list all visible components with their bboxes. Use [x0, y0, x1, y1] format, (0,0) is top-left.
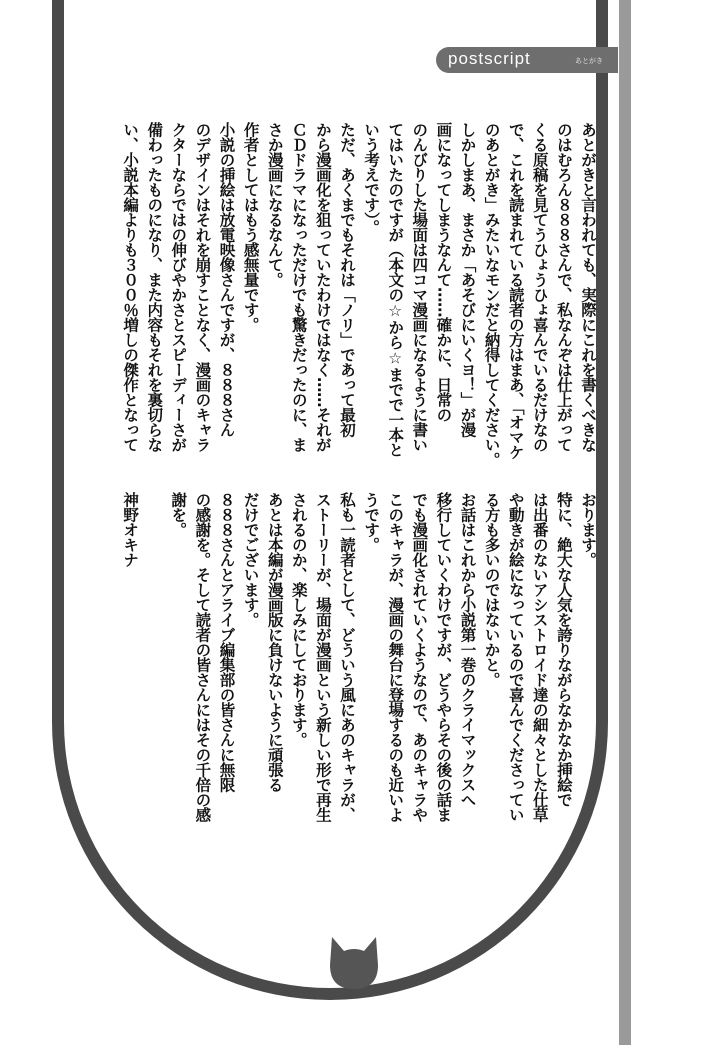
text-column: くる原稿を見てうひょうひょ喜んでいるだけなの: [530, 122, 549, 452]
text-column: ストーリーが、場面が漫画という新しい形で再生: [313, 492, 332, 822]
text-column: のあとがき」みたいなモンだと納得してください。: [482, 122, 501, 467]
text-column: い、小説本編よりも３００％増しの傑作となって: [121, 122, 140, 452]
text-column: されるのか、楽しみにしております。: [289, 492, 308, 747]
text-column: 特に、絶大な人気を誇りながらなかなか挿絵で: [554, 492, 573, 807]
text-column: のはむろん８８８さんで、私なんぞは仕上がって: [554, 122, 573, 452]
text-column: のんびりした場面は四コマ漫画になるように書い: [410, 122, 429, 452]
text-column: でも漫画化されていくようなので、あのキャラや: [410, 492, 429, 822]
text-column: 小説の挿絵は放電映像さんですが、８８８さん: [217, 122, 236, 437]
text-column: てはいたのですが（本文の☆から☆までで一本と: [386, 122, 405, 457]
text-column: あとがきと言われても、実際にこれを書くべきな: [579, 122, 597, 452]
text-column: お話はこれから小説第一巻のクライマックスへ: [458, 492, 477, 807]
text-column: から漫画化を狙っていたわけではなく……それが: [313, 122, 332, 452]
text-column: ８８８さんとアライブ編集部の皆さんに無限: [217, 492, 236, 792]
right-edge-bar: [619, 0, 631, 1045]
text-column: のデザインはそれを崩すことなく、漫画のキャラ: [193, 122, 212, 452]
text-column: 画になってしまうなんて……確かに、日常の: [434, 122, 453, 422]
text-column: る方も多いのではないかと。: [482, 492, 501, 687]
text-column: 移行していくわけですが、どうやらその後の話ま: [434, 492, 453, 822]
text-column: さか漫画になるなんて。: [265, 122, 284, 287]
text-column: 私も一読者として、どういう風にあのキャラが、: [338, 492, 356, 822]
text-column: うです。: [362, 492, 381, 552]
text-column: ＣＤドラマになっただけでも驚きだったのに、ま: [289, 122, 308, 452]
header-subtitle: あとがき: [575, 58, 603, 65]
text-column: ただ、あくまでもそれは「ノリ」であって最初: [338, 122, 356, 437]
text-column: で、これを読まれている読者の方はまあ、「オマケ: [506, 122, 525, 460]
text-column: 謝を。: [169, 492, 188, 537]
text-column: 備わったものになり、また内容もそれを裏切らな: [145, 122, 164, 452]
cat-head-icon: [326, 935, 382, 991]
text-column: の感謝を。そして読者の皆さんにはその千倍の感: [193, 492, 212, 822]
text-column: は出番のないアシストロイド達の細々とした仕草: [530, 492, 549, 822]
text-column: 作者としてはもう感無量です。: [241, 122, 260, 332]
text-column: あとは本編が漫画版に負けないように頑張る: [265, 492, 284, 792]
header-title: postscript: [448, 49, 531, 68]
text-column: しかしまあ、まさか「あそびにいくヨ！」が漫: [458, 122, 477, 437]
text-column: いう考えです）。: [362, 122, 381, 235]
text-column: 神野オキナ: [121, 492, 140, 567]
text-column: おります。: [579, 492, 597, 567]
text-column: クターならではの伸びやかさとスピーディーさが: [169, 122, 188, 452]
text-column: や動きが絵になっているので喜んでくださってい: [506, 492, 525, 822]
text-column: このキャラが、漫画の舞台に登場するのも近いよ: [386, 492, 405, 822]
text-column: だけでございます。: [241, 492, 260, 627]
